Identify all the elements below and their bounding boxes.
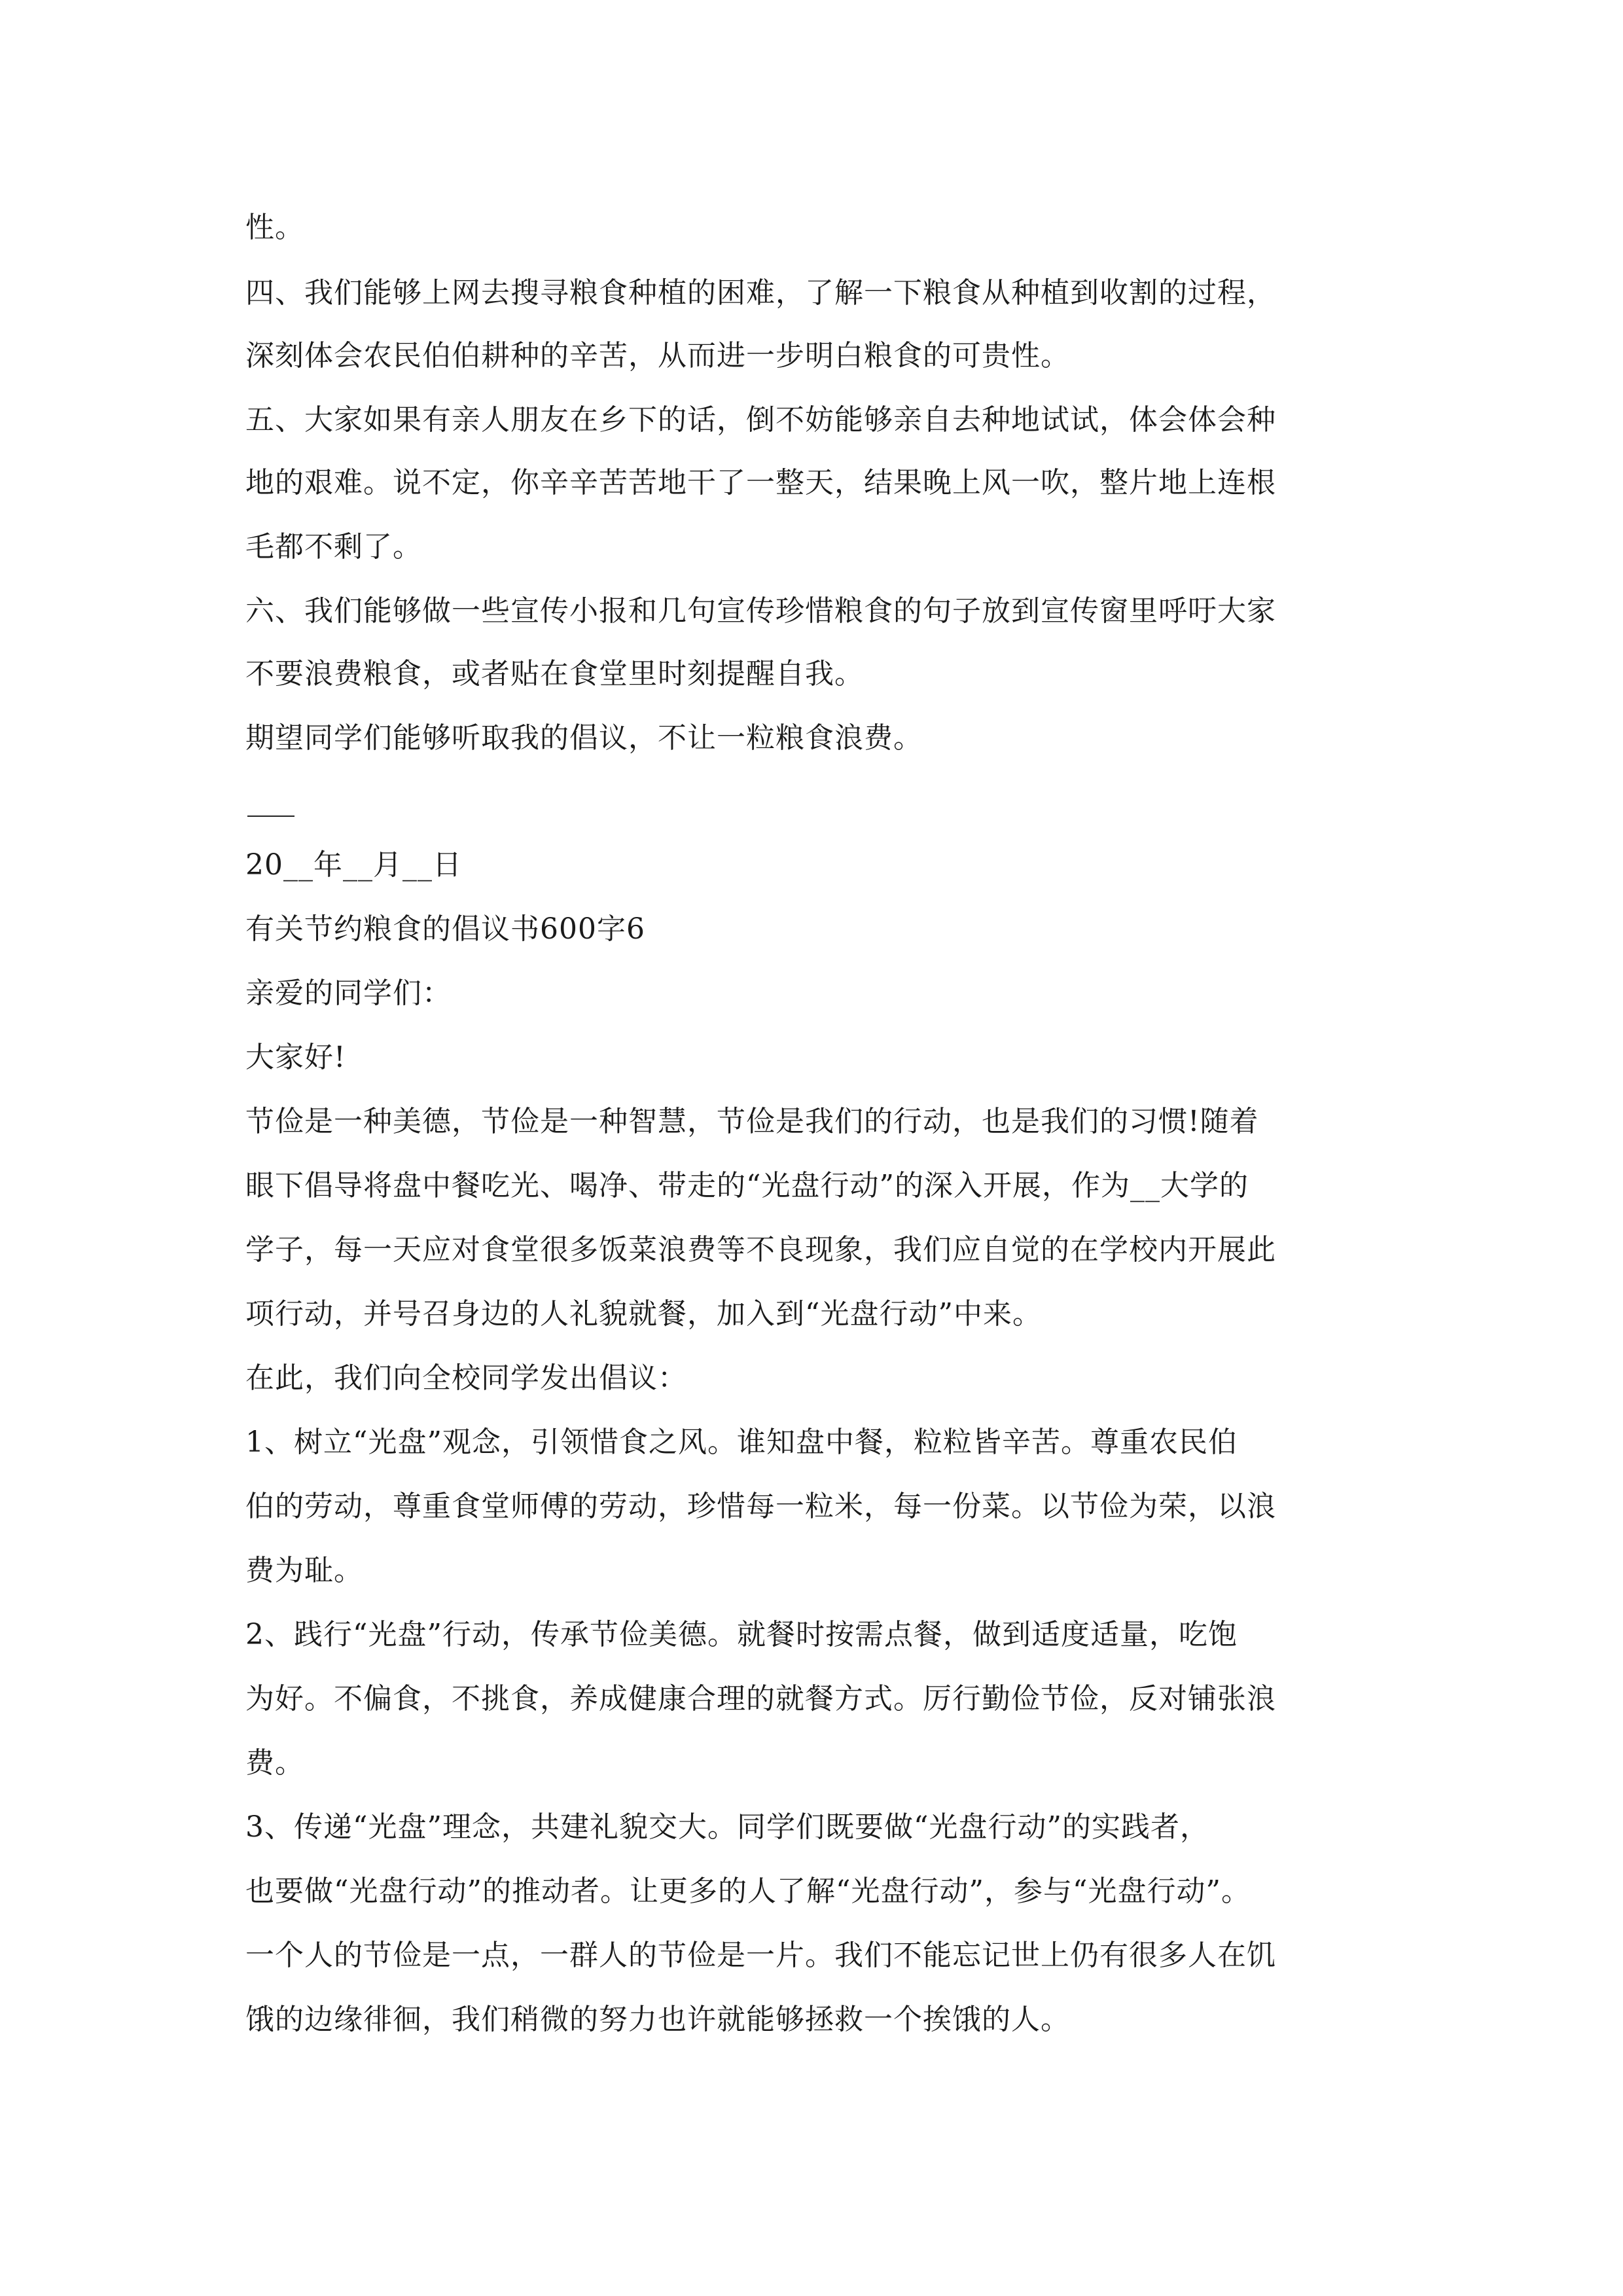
text-line: 费为耻。 <box>245 1554 363 1587</box>
text-line: 伯的劳动，尊重食堂师傅的劳动，珍惜每一粒米，每一份菜。以节俭为荣，以浪 <box>245 1490 1276 1523</box>
text-line: 也要做“光盘行动”的推动者。让更多的人了解“光盘行动”，参与“光盘行动”。 <box>245 1874 1251 1908</box>
text-line: 项行动，并号召身边的人礼貌就餐，加入到“光盘行动”中来。 <box>245 1297 1042 1331</box>
text-line: 六、我们能够做一些宣传小报和几句宣传珍惜粮食的句子放到宣传窗里呼吁大家 <box>245 594 1276 628</box>
text-line: 1、树立“光盘”观念，引领惜食之风。谁知盘中餐，粒粒皆辛苦。尊重农民伯 <box>245 1426 1238 1459</box>
text-line: 眼下倡导将盘中餐吃光、喝净、带走的“光盘行动”的深入开展，作为__大学的 <box>245 1169 1249 1202</box>
text-line: 为好。不偏食，不挑食，养成健康合理的就餐方式。厉行勤俭节俭，反对铺张浪 <box>245 1682 1276 1715</box>
text-line: 3、传递“光盘”理念，共建礼貌交大。同学们既要做“光盘行动”的实践者， <box>245 1810 1209 1844</box>
greeting: 大家好! <box>245 1041 346 1074</box>
date-line: 20__年__月__日 <box>245 848 462 882</box>
text-line: 性。 <box>245 211 304 244</box>
text-line: 四、我们能够上网去搜寻粮食种植的困难，了解一下粮食从种植到收割的过程， <box>245 276 1276 310</box>
text-line: 节俭是一种美德，节俭是一种智慧，节俭是我们的行动，也是我们的习惯!随着 <box>245 1105 1259 1138</box>
text-line: 学子，每一天应对食堂很多饭菜浪费等不良现象，我们应自觉的在学校内开展此 <box>245 1233 1276 1266</box>
text-line: 期望同学们能够听取我的倡议，不让一粒粮食浪费。 <box>245 721 923 755</box>
text-line: 饿的边缘徘徊，我们稍微的努力也许就能够拯救一个挨饿的人。 <box>245 2003 1070 2036</box>
text-line: 2、践行“光盘”行动，传承节俭美德。就餐时按需点餐，做到适度适量，吃饱 <box>245 1618 1238 1651</box>
text-line: 毛都不剩了。 <box>245 530 422 564</box>
text-line: 费。 <box>245 1746 304 1780</box>
text-line: 深刻体会农民伯伯耕种的辛苦，从而进一步明白粮食的可贵性。 <box>245 339 1070 372</box>
text-line: 在此，我们向全校同学发出倡议： <box>245 1361 687 1395</box>
signature-blank-line <box>247 816 294 817</box>
text-line: 不要浪费粮食，或者贴在食堂里时刻提醒自我。 <box>245 657 864 691</box>
text-line: 一个人的节俭是一点，一群人的节俭是一片。我们不能忘记世上仍有很多人在饥 <box>245 1939 1276 1972</box>
section-title: 有关节约粮食的倡议书600字6 <box>245 912 645 946</box>
text-line: 五、大家如果有亲人朋友在乡下的话，倒不妨能够亲自去种地试试，体会体会种 <box>245 403 1276 437</box>
salutation: 亲爱的同学们： <box>245 977 452 1010</box>
text-line: 地的艰难。说不定，你辛辛苦苦地干了一整天，结果晚上风一吹，整片地上连根 <box>245 466 1276 499</box>
